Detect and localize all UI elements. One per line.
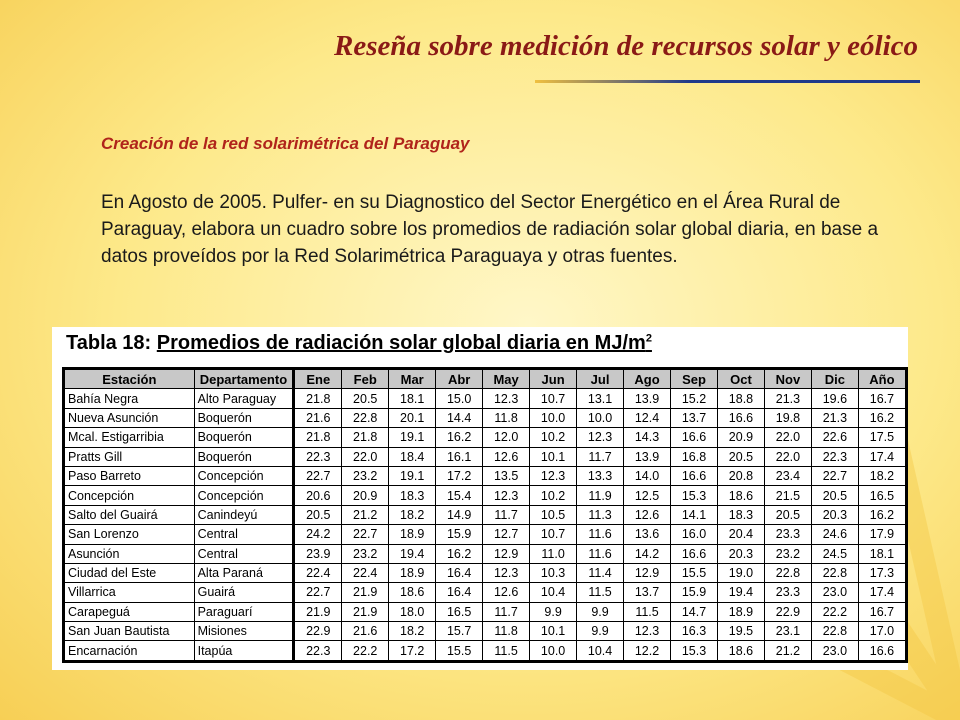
table-cell: 15.9 xyxy=(436,525,483,544)
table-cell: 11.8 xyxy=(483,408,530,427)
table-cell: Boquerón xyxy=(194,408,294,427)
table-cell: Misiones xyxy=(194,622,294,641)
table-cell: 14.7 xyxy=(671,602,718,621)
table-cell: Ciudad del Este xyxy=(64,563,195,582)
table-cell: Salto del Guairá xyxy=(64,505,195,524)
table-cell: 22.8 xyxy=(811,622,858,641)
table-cell: 10.0 xyxy=(577,408,624,427)
table-cell: 21.8 xyxy=(294,389,342,408)
table-cell: 11.5 xyxy=(624,602,671,621)
table-cell: 9.9 xyxy=(577,602,624,621)
table-cell: 20.6 xyxy=(294,486,342,505)
table-cell: 21.2 xyxy=(764,641,811,661)
table-body xyxy=(64,389,907,661)
table-row xyxy=(64,486,907,505)
table-cell: 20.9 xyxy=(718,428,765,447)
table-row xyxy=(64,428,907,447)
table-cell: 22.7 xyxy=(342,525,389,544)
table-cell: 14.2 xyxy=(624,544,671,563)
table-cell: 22.0 xyxy=(764,428,811,447)
table-cell: 17.0 xyxy=(858,622,906,641)
table-cell: 15.7 xyxy=(436,622,483,641)
table-cell: 13.7 xyxy=(671,408,718,427)
table-cell: 19.4 xyxy=(389,544,436,563)
table-cell: 16.4 xyxy=(436,583,483,602)
table-cell: 16.2 xyxy=(858,408,906,427)
table-cell: 11.5 xyxy=(483,641,530,661)
table-cell: 22.8 xyxy=(811,563,858,582)
table-row xyxy=(64,466,907,485)
table-caption-text xyxy=(157,332,652,354)
table-caption-exponent: 2 xyxy=(645,332,652,345)
table-cell: 21.6 xyxy=(342,622,389,641)
table-cell: 21.3 xyxy=(811,408,858,427)
table-cell: 20.1 xyxy=(389,408,436,427)
table-cell: 24.6 xyxy=(811,525,858,544)
table-cell: 16.7 xyxy=(858,389,906,408)
table-cell: 18.1 xyxy=(389,389,436,408)
table-cell: Concepción xyxy=(64,486,195,505)
table-caption xyxy=(66,332,652,355)
table-cell: 12.3 xyxy=(624,622,671,641)
body-paragraph: En Agosto de 2005. Pulfer- en su Diagnostico del Sector Energético en el Área Rural de Paraguay, elabora un cuadro sobre los promedios de radiación solar global diaria, en base a datos proveídos por la Red Solarimétrica Paraguaya y otras fuentes. xyxy=(101,192,879,267)
table-cell: 12.6 xyxy=(483,583,530,602)
table-caption-title: Promedios de radiación solar global diaria en MJ/m xyxy=(156,332,646,354)
table-cell: Boquerón xyxy=(194,428,294,447)
table-cell: 19.0 xyxy=(718,563,765,582)
column-header: Departamento xyxy=(194,369,294,389)
table-cell: 20.3 xyxy=(811,505,858,524)
table-cell: 15.5 xyxy=(671,563,718,582)
table-cell: 19.5 xyxy=(718,622,765,641)
table-cell: 16.1 xyxy=(436,447,483,466)
table-cell: 12.3 xyxy=(483,563,530,582)
table-cell: 10.1 xyxy=(530,447,577,466)
table-cell: 12.3 xyxy=(577,428,624,447)
table-cell: 23.2 xyxy=(764,544,811,563)
table-row xyxy=(64,408,907,427)
column-header: Abr xyxy=(436,369,483,389)
radiation-table xyxy=(62,367,908,663)
table-cell: 17.9 xyxy=(858,525,906,544)
table-cell: 13.9 xyxy=(624,389,671,408)
table-cell: 23.2 xyxy=(342,466,389,485)
table-cell: 20.5 xyxy=(764,505,811,524)
table-cell: 22.3 xyxy=(294,447,342,466)
table-cell: 22.8 xyxy=(764,563,811,582)
table-cell: 11.5 xyxy=(577,583,624,602)
table-row xyxy=(64,544,907,563)
table-cell: Bahía Negra xyxy=(64,389,195,408)
column-header: Estación xyxy=(64,369,195,389)
table-cell: 14.3 xyxy=(624,428,671,447)
table-cell: 22.7 xyxy=(294,466,342,485)
table-cell: 11.9 xyxy=(577,486,624,505)
table-cell: 16.2 xyxy=(436,428,483,447)
table-row xyxy=(64,602,907,621)
table-header-row xyxy=(64,369,907,389)
table-cell: 11.6 xyxy=(577,525,624,544)
table-cell: 13.5 xyxy=(483,466,530,485)
table-cell: 9.9 xyxy=(530,602,577,621)
table-cell: 15.3 xyxy=(671,641,718,661)
table-cell: 18.2 xyxy=(389,505,436,524)
table-cell: 16.5 xyxy=(858,486,906,505)
table-cell: 15.4 xyxy=(436,486,483,505)
table-row xyxy=(64,447,907,466)
table-row xyxy=(64,622,907,641)
table-cell: 16.3 xyxy=(671,622,718,641)
table-cell: 18.9 xyxy=(389,525,436,544)
table-cell: 18.2 xyxy=(389,622,436,641)
table-cell: 22.6 xyxy=(811,428,858,447)
table-cell: 19.6 xyxy=(811,389,858,408)
table-cell: 18.8 xyxy=(718,389,765,408)
table-cell: 12.9 xyxy=(483,544,530,563)
table-cell: Itapúa xyxy=(194,641,294,661)
column-header: Feb xyxy=(342,369,389,389)
column-header: Jun xyxy=(530,369,577,389)
table-cell: 20.9 xyxy=(342,486,389,505)
table-cell: 14.0 xyxy=(624,466,671,485)
table-cell: 23.9 xyxy=(294,544,342,563)
table-cell: 15.3 xyxy=(671,486,718,505)
column-header: Año xyxy=(858,369,906,389)
table-cell: 15.2 xyxy=(671,389,718,408)
table-cell: 23.0 xyxy=(811,583,858,602)
table-cell: 17.4 xyxy=(858,583,906,602)
table-cell: 13.6 xyxy=(624,525,671,544)
table-cell: 20.5 xyxy=(294,505,342,524)
table-cell: 21.9 xyxy=(294,602,342,621)
table-cell: 13.9 xyxy=(624,447,671,466)
column-header: Nov xyxy=(764,369,811,389)
table-cell: 17.2 xyxy=(436,466,483,485)
table-cell: 22.7 xyxy=(811,466,858,485)
table-cell: 18.6 xyxy=(389,583,436,602)
table-cell: 18.0 xyxy=(389,602,436,621)
table-cell: 12.3 xyxy=(483,389,530,408)
table-cell: 22.3 xyxy=(811,447,858,466)
table-cell: 23.2 xyxy=(342,544,389,563)
table-cell: 16.6 xyxy=(718,408,765,427)
table-cell: Villarrica xyxy=(64,583,195,602)
section-heading: Creación de la red solarimétrica del Paraguay xyxy=(101,134,470,153)
table-cell: 11.3 xyxy=(577,505,624,524)
table-cell: 13.3 xyxy=(577,466,624,485)
table-cell: 11.7 xyxy=(577,447,624,466)
table-cell: 17.3 xyxy=(858,563,906,582)
table-cell: 19.1 xyxy=(389,428,436,447)
table-cell: 12.5 xyxy=(624,486,671,505)
table-cell: 21.3 xyxy=(764,389,811,408)
table-cell: 14.1 xyxy=(671,505,718,524)
table-cell: 19.1 xyxy=(389,466,436,485)
table-cell: 17.4 xyxy=(858,447,906,466)
table-cell: Pratts Gill xyxy=(64,447,195,466)
table-cell: 12.6 xyxy=(483,447,530,466)
table-cell: Encarnación xyxy=(64,641,195,661)
table-cell: 11.7 xyxy=(483,505,530,524)
table-cell: 16.6 xyxy=(858,641,906,661)
table-cell: 21.6 xyxy=(294,408,342,427)
table-panel xyxy=(52,327,908,670)
table-cell: 22.0 xyxy=(764,447,811,466)
table-cell: 18.9 xyxy=(718,602,765,621)
table-cell: 22.9 xyxy=(294,622,342,641)
table-cell: 21.8 xyxy=(342,428,389,447)
table-cell: 10.7 xyxy=(530,525,577,544)
table-row xyxy=(64,583,907,602)
table-cell: 13.7 xyxy=(624,583,671,602)
table-cell: 12.6 xyxy=(624,505,671,524)
table-cell: 20.8 xyxy=(718,466,765,485)
table-cell: 21.5 xyxy=(764,486,811,505)
table-cell: 12.2 xyxy=(624,641,671,661)
table-cell: 20.4 xyxy=(718,525,765,544)
table-cell: 18.3 xyxy=(389,486,436,505)
table-cell: 14.4 xyxy=(436,408,483,427)
table-cell: 21.9 xyxy=(342,602,389,621)
table-cell: 10.4 xyxy=(530,583,577,602)
table-cell: 23.1 xyxy=(764,622,811,641)
table-cell: 19.8 xyxy=(764,408,811,427)
table-cell: 16.6 xyxy=(671,544,718,563)
column-header: May xyxy=(483,369,530,389)
table-cell: 18.9 xyxy=(389,563,436,582)
table-row xyxy=(64,641,907,661)
table-cell: 11.6 xyxy=(577,544,624,563)
table-cell: 16.6 xyxy=(671,428,718,447)
table-cell: 12.7 xyxy=(483,525,530,544)
table-cell: 16.2 xyxy=(858,505,906,524)
table-cell: 15.0 xyxy=(436,389,483,408)
column-header: Ene xyxy=(294,369,342,389)
table-cell: 18.2 xyxy=(858,466,906,485)
table-cell: 18.6 xyxy=(718,486,765,505)
table-cell: 10.5 xyxy=(530,505,577,524)
table-cell: 10.7 xyxy=(530,389,577,408)
table-cell: Central xyxy=(194,544,294,563)
column-header: Mar xyxy=(389,369,436,389)
table-cell: 22.0 xyxy=(342,447,389,466)
table-cell: 10.3 xyxy=(530,563,577,582)
table-cell: 22.4 xyxy=(342,563,389,582)
table-cell: 11.4 xyxy=(577,563,624,582)
table-cell: Asunción xyxy=(64,544,195,563)
table-cell: 18.3 xyxy=(718,505,765,524)
table-cell: 19.4 xyxy=(718,583,765,602)
column-header: Oct xyxy=(718,369,765,389)
table-cell: 18.1 xyxy=(858,544,906,563)
table-cell: Carapeguá xyxy=(64,602,195,621)
table-cell: 15.5 xyxy=(436,641,483,661)
table-cell: Paso Barreto xyxy=(64,466,195,485)
table-cell: Boquerón xyxy=(194,447,294,466)
table-cell: 10.2 xyxy=(530,486,577,505)
table-cell: 10.1 xyxy=(530,622,577,641)
table-cell: 20.5 xyxy=(342,389,389,408)
table-cell: Canindeyú xyxy=(194,505,294,524)
table-cell: 22.8 xyxy=(342,408,389,427)
table-cell: 17.5 xyxy=(858,428,906,447)
table-cell: 23.0 xyxy=(811,641,858,661)
table-cell: 22.4 xyxy=(294,563,342,582)
table-cell: Concepción xyxy=(194,466,294,485)
table-row xyxy=(64,563,907,582)
table-cell: Mcal. Estigarribia xyxy=(64,428,195,447)
table-cell: 22.2 xyxy=(342,641,389,661)
table-cell: 16.7 xyxy=(858,602,906,621)
table-cell: 16.0 xyxy=(671,525,718,544)
table-cell: 9.9 xyxy=(577,622,624,641)
table-caption-label: Tabla 18: xyxy=(66,332,152,354)
table-cell: 18.4 xyxy=(389,447,436,466)
table-cell: 21.9 xyxy=(342,583,389,602)
table-cell: 23.3 xyxy=(764,583,811,602)
table-cell: 12.3 xyxy=(483,486,530,505)
table-cell: 21.2 xyxy=(342,505,389,524)
slide-title: Reseña sobre medición de recursos solar y eólico xyxy=(334,30,918,62)
table-cell: 16.2 xyxy=(436,544,483,563)
table-cell: San Juan Bautista xyxy=(64,622,195,641)
table-cell: 21.8 xyxy=(294,428,342,447)
table-cell: 11.7 xyxy=(483,602,530,621)
table-cell: 10.0 xyxy=(530,641,577,661)
table-cell: 10.4 xyxy=(577,641,624,661)
table-cell: 23.4 xyxy=(764,466,811,485)
table-cell: 12.4 xyxy=(624,408,671,427)
table-cell: 10.2 xyxy=(530,428,577,447)
table-row xyxy=(64,389,907,408)
table-cell: 15.9 xyxy=(671,583,718,602)
table-cell: 20.5 xyxy=(718,447,765,466)
table-cell: 20.3 xyxy=(718,544,765,563)
table-row xyxy=(64,505,907,524)
table-cell: 22.2 xyxy=(811,602,858,621)
table-cell: 16.5 xyxy=(436,602,483,621)
table-cell: 16.6 xyxy=(671,466,718,485)
column-header: Ago xyxy=(624,369,671,389)
table-cell: 16.4 xyxy=(436,563,483,582)
table-cell: Paraguarí xyxy=(194,602,294,621)
column-header: Sep xyxy=(671,369,718,389)
table-cell: 24.2 xyxy=(294,525,342,544)
table-cell: 24.5 xyxy=(811,544,858,563)
table-cell: 11.8 xyxy=(483,622,530,641)
title-underline-rule xyxy=(535,80,920,83)
column-header: Dic xyxy=(811,369,858,389)
table-cell: 23.3 xyxy=(764,525,811,544)
table-cell: Guairá xyxy=(194,583,294,602)
table-cell: 16.8 xyxy=(671,447,718,466)
table-cell: 22.9 xyxy=(764,602,811,621)
table-cell: Central xyxy=(194,525,294,544)
table-cell: Alto Paraguay xyxy=(194,389,294,408)
table-cell: 18.6 xyxy=(718,641,765,661)
table-row xyxy=(64,525,907,544)
table-cell: 12.3 xyxy=(530,466,577,485)
table-cell: Alta Paraná xyxy=(194,563,294,582)
table-cell: 12.0 xyxy=(483,428,530,447)
column-header: Jul xyxy=(577,369,624,389)
table-cell: 13.1 xyxy=(577,389,624,408)
table-cell: 12.9 xyxy=(624,563,671,582)
table-cell: San Lorenzo xyxy=(64,525,195,544)
table-cell: 11.0 xyxy=(530,544,577,563)
table-cell: 22.3 xyxy=(294,641,342,661)
table-cell: Nueva Asunción xyxy=(64,408,195,427)
table-cell: 10.0 xyxy=(530,408,577,427)
table-cell: 20.5 xyxy=(811,486,858,505)
table-cell: 22.7 xyxy=(294,583,342,602)
table-cell: Concepción xyxy=(194,486,294,505)
table-cell: 17.2 xyxy=(389,641,436,661)
table-cell: 14.9 xyxy=(436,505,483,524)
